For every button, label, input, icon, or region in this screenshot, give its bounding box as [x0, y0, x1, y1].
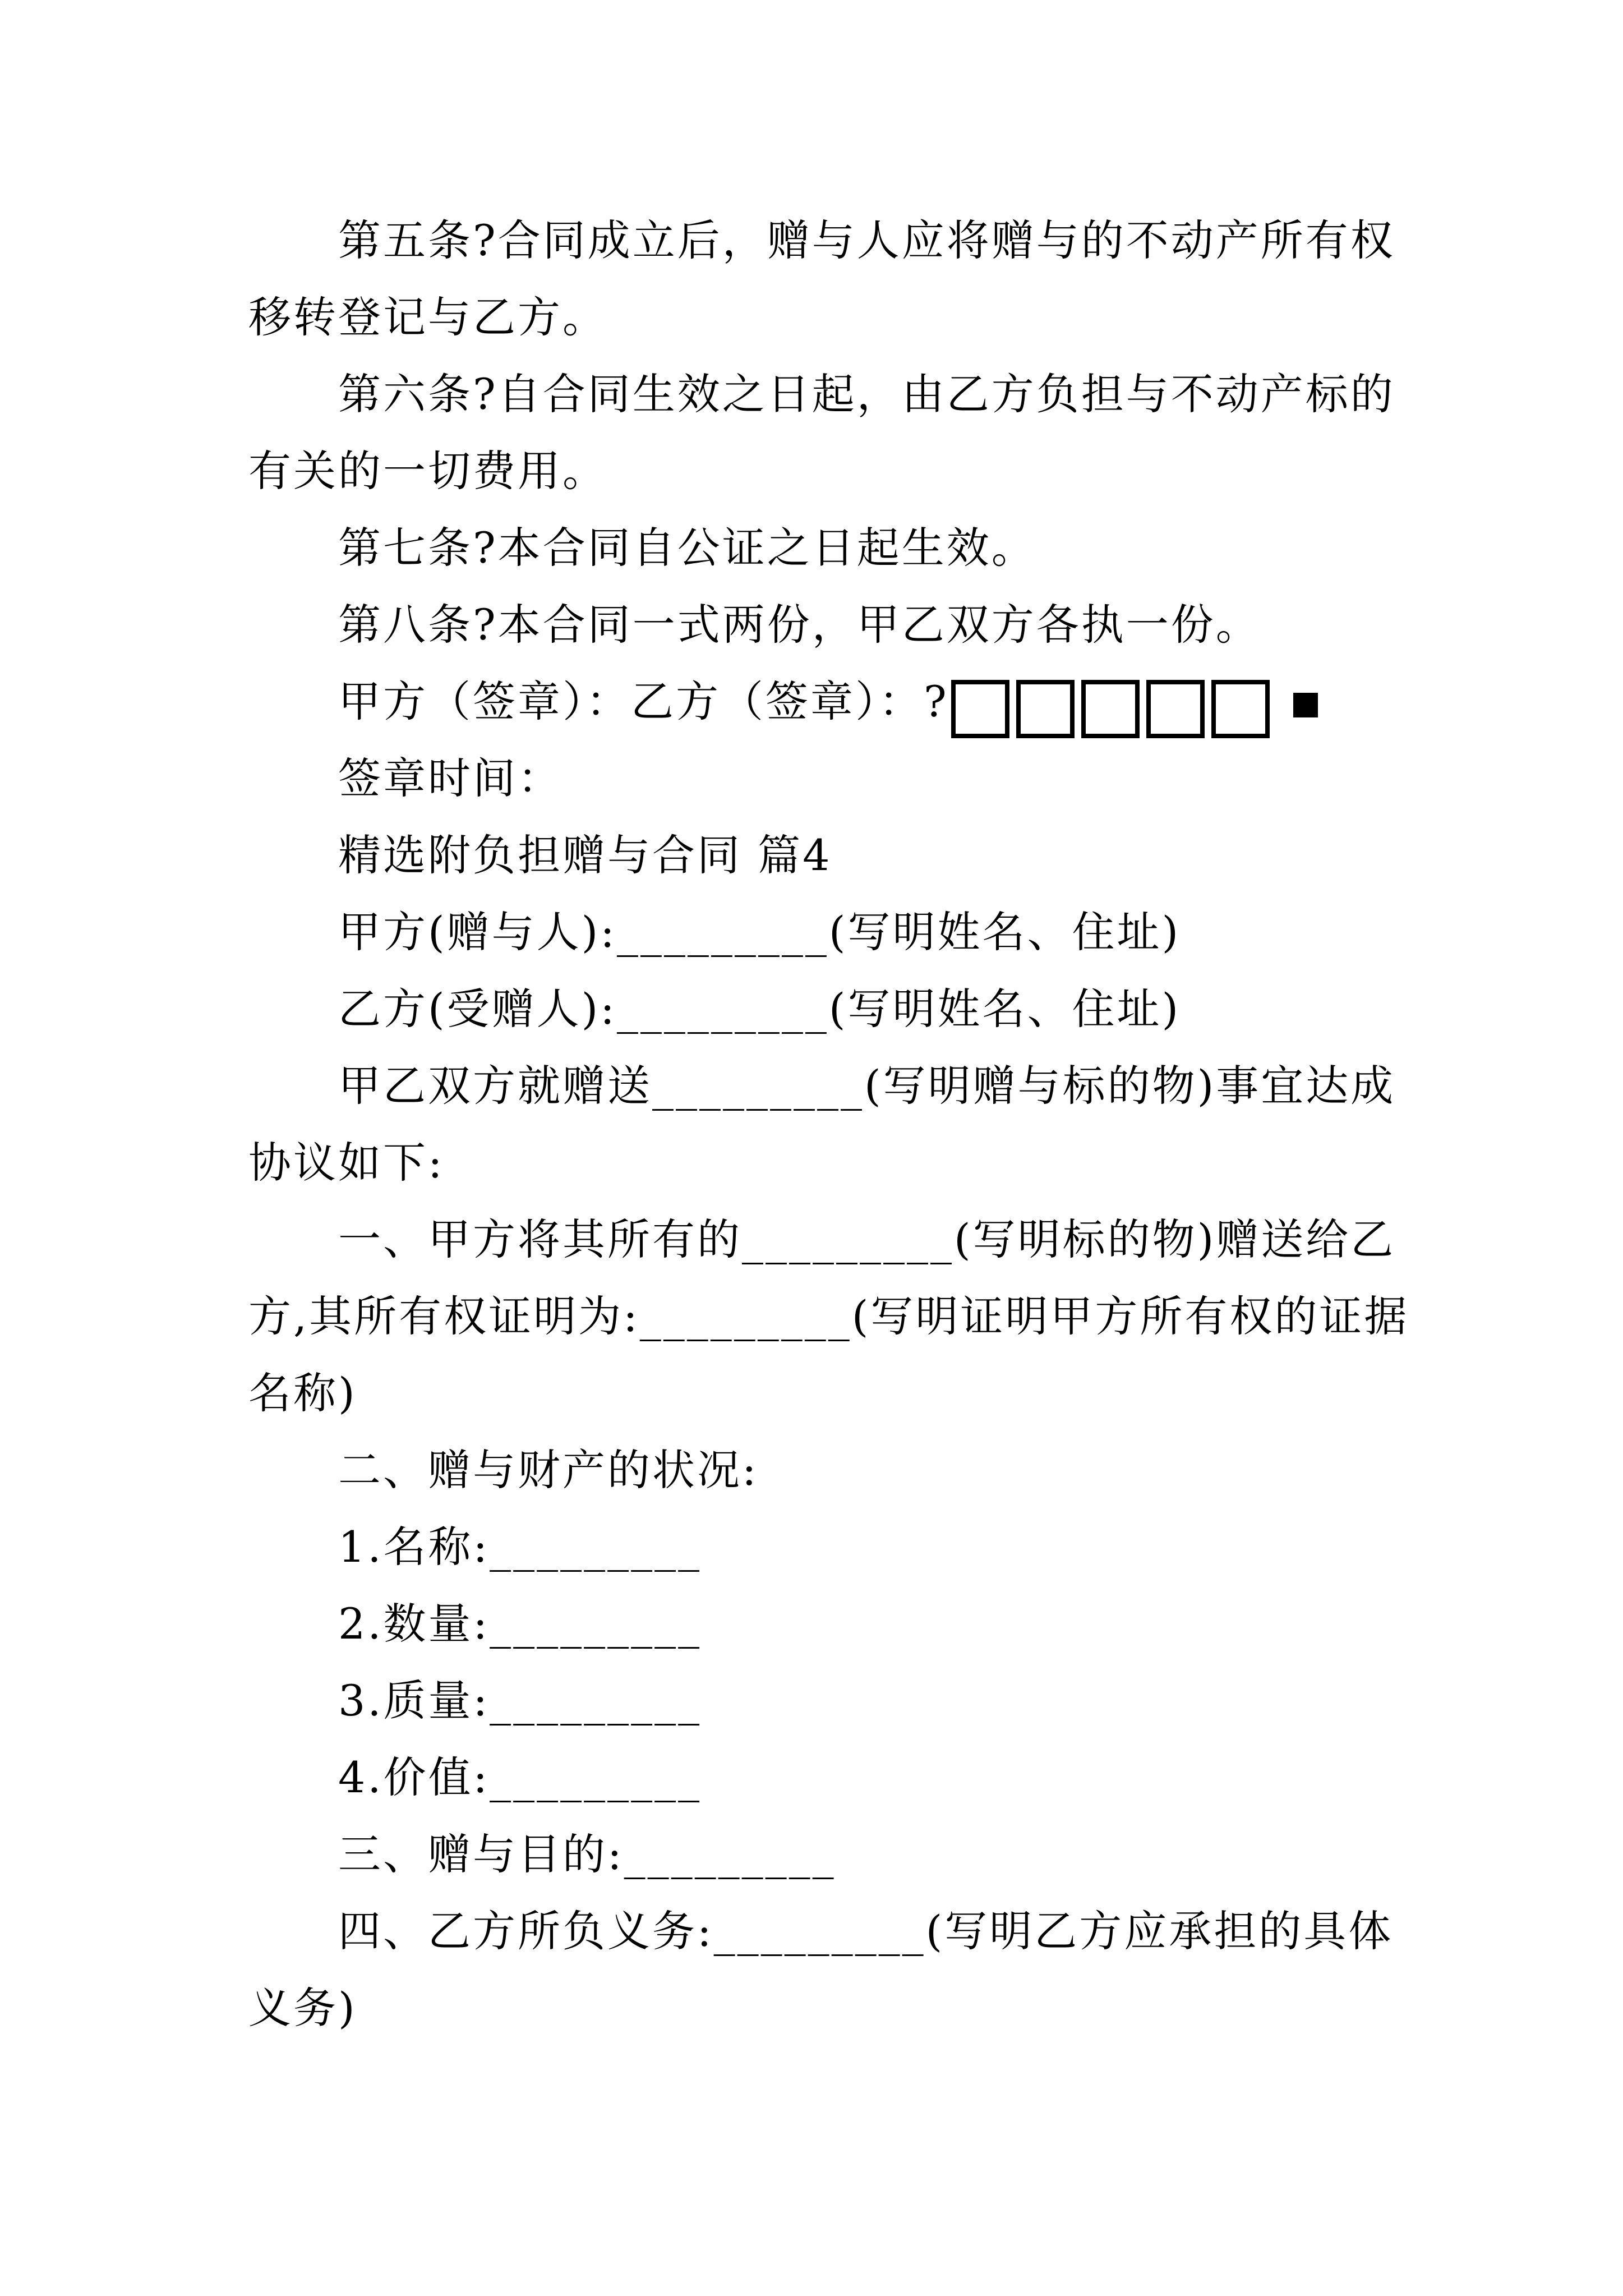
- text-line: 甲方(赠与人):_________(写明姓名、住址): [338, 907, 1181, 957]
- document-body: [248, 202, 1409, 2046]
- empty-box-icon: [1016, 680, 1075, 738]
- text-line: 移转登记与乙方。: [248, 292, 607, 342]
- text-line: 3.质量:_________: [338, 1676, 702, 1726]
- signature-label: 甲方（签章）：乙方（签章）：?: [338, 677, 949, 726]
- contract-4-section: [248, 740, 1409, 2046]
- text-line: 第七条?本合同自公证之日起生效。: [338, 523, 1036, 573]
- text-line: 协议如下:: [248, 1138, 445, 1188]
- text-line: 一、甲方将其所有的_________(写明标的物)赠送给乙: [338, 1214, 1396, 1264]
- text-line: 有关的一切费用。: [248, 446, 607, 496]
- clauses-section: [248, 202, 1395, 663]
- empty-box-icon: [1146, 680, 1205, 738]
- text-line: 精选附负担赠与合同 篇4: [338, 830, 832, 880]
- text-line: 4.价值:_________: [338, 1752, 702, 1802]
- text-line: 二、赠与财产的状况:: [338, 1445, 759, 1495]
- signature-line: [248, 663, 1390, 740]
- text-line: 第五条?合同成立后，赠与人应将赠与的不动产所有权: [338, 215, 1395, 265]
- text-line: 方,其所有权证明为:_________(写明证明甲方所有权的证据: [248, 1291, 1409, 1341]
- text-line: 四、乙方所负义务:_________(写明乙方应承担的具体: [338, 1906, 1394, 1956]
- text-line: 乙方(受赠人):_________(写明姓名、住址): [338, 984, 1181, 1034]
- signature-boxes: [951, 667, 1276, 744]
- text-line: 名称): [248, 1368, 357, 1418]
- empty-box-icon: [951, 680, 1009, 738]
- text-line: 三、赠与目的:_________: [338, 1829, 836, 1879]
- filled-square-icon: [1293, 693, 1318, 717]
- text-line: 第八条?本合同一式两份，甲乙双方各执一份。: [338, 600, 1261, 650]
- text-line: 签章时间：: [338, 753, 562, 803]
- empty-box-icon: [1081, 680, 1140, 738]
- text-line: 义务): [248, 1983, 357, 2033]
- empty-box-icon: [1211, 680, 1270, 738]
- text-line: 1.名称:_________: [338, 1522, 702, 1572]
- text-line: 第六条?自合同生效之日起，由乙方负担与不动产标的: [338, 369, 1395, 419]
- text-line: 甲乙双方就赠送_________(写明赠与标的物)事宜达成: [338, 1061, 1396, 1111]
- text-line: 2.数量:_________: [338, 1599, 702, 1649]
